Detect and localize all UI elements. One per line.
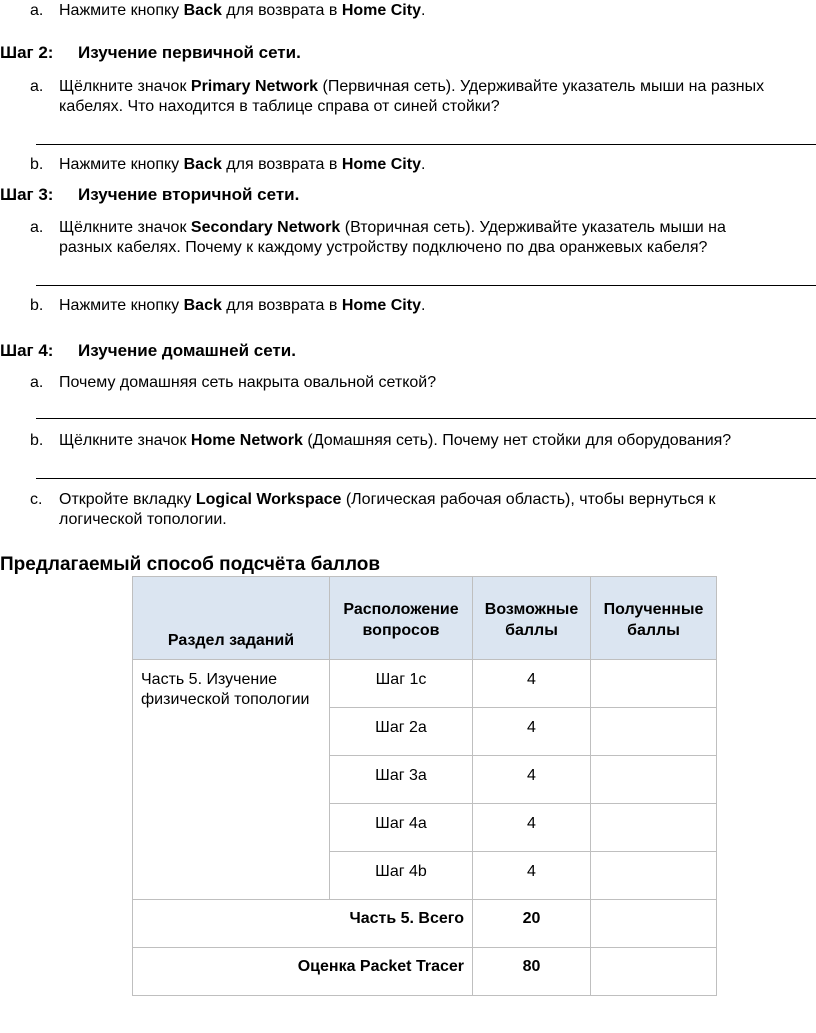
answer-line[interactable] (36, 285, 816, 286)
item-letter: b. (30, 156, 44, 173)
step4c-text-line1: Откройте вкладку Logical Workspace (Логическая рабочая область), чтобы вернуться к (59, 491, 716, 508)
earned-cell[interactable] (591, 852, 717, 900)
step3-heading: Шаг 3: Изучение вторичной сети. (0, 185, 300, 204)
item-letter: a. (30, 374, 44, 391)
table-header-row (133, 577, 717, 660)
step4b-text: Щёлкните значок Home Network (Домашняя сеть). Почему нет стойки для оборудования? (59, 432, 732, 449)
header-section: Раздел заданий (133, 577, 330, 660)
step2a-text-line2: кабелях. Что находится в таблице справа от синей стойки? (59, 98, 500, 115)
location-cell: Шаг 2a (330, 708, 473, 756)
total-value: 20 (473, 900, 591, 948)
item-letter: b. (30, 297, 44, 314)
packet-tracer-value: 80 (473, 948, 591, 996)
earned-cell[interactable] (591, 660, 717, 708)
step4a-text: Почему домашняя сеть накрыта овальной сеткой? (59, 374, 437, 391)
header-location: Расположение вопросов (330, 577, 473, 660)
item-letter: a. (30, 2, 44, 19)
points-cell: 4 (473, 660, 591, 708)
points-cell: 4 (473, 708, 591, 756)
answer-line[interactable] (36, 144, 816, 145)
location-cell: Шаг 4a (330, 804, 473, 852)
step4-heading: Шаг 4: Изучение домашней сети. (0, 341, 296, 360)
packet-tracer-row (133, 948, 717, 996)
step2b-text: Нажмите кнопку Back для возврата в Home City. (59, 156, 426, 173)
earned-cell[interactable] (591, 756, 717, 804)
step2-heading: Шаг 2: Изучение первичной сети. (0, 43, 301, 62)
answer-line[interactable] (36, 478, 816, 479)
step3a-text-line2: разных кабелях. Почему к каждому устройству подключено по два оранжевых кабеля? (59, 239, 708, 256)
step3b-text: Нажмите кнопку Back для возврата в Home City. (59, 297, 426, 314)
section-cell: Часть 5. Изучение физической топологии (133, 660, 330, 900)
answer-line[interactable] (36, 418, 816, 419)
step3a-text-line1: Щёлкните значок Secondary Network (Вторичная сеть). Удерживайте указатель мыши на (59, 219, 726, 236)
header-possible: Возможные баллы (473, 577, 591, 660)
earned-total-cell[interactable] (591, 900, 717, 948)
table-row (133, 660, 717, 708)
points-cell: 4 (473, 852, 591, 900)
item-letter: c. (30, 491, 43, 508)
location-cell: Шаг 4b (330, 852, 473, 900)
item-letter: a. (30, 78, 44, 95)
location-cell: Шаг 3a (330, 756, 473, 804)
step4c-text-line2: логической топологии. (59, 511, 227, 528)
scoring-table (132, 576, 717, 996)
earned-cell[interactable] (591, 708, 717, 756)
total-label: Часть 5. Всего (133, 900, 473, 948)
points-cell: 4 (473, 756, 591, 804)
header-earned: Полученные баллы (591, 577, 717, 660)
points-cell: 4 (473, 804, 591, 852)
item-letter: b. (30, 432, 44, 449)
scoring-title: Предлагаемый способ подсчёта баллов (0, 554, 381, 575)
step2a-text-line1: Щёлкните значок Primary Network (Первичная сеть). Удерживайте указатель мыши на разных (59, 78, 765, 95)
location-cell: Шаг 1c (330, 660, 473, 708)
earned-pt-cell[interactable] (591, 948, 717, 996)
item-letter: a. (30, 219, 44, 236)
packet-tracer-label: Оценка Packet Tracer (133, 948, 473, 996)
earned-cell[interactable] (591, 804, 717, 852)
instruction-back-home: Нажмите кнопку Back для возврата в Home City. (59, 2, 426, 19)
total-row (133, 900, 717, 948)
